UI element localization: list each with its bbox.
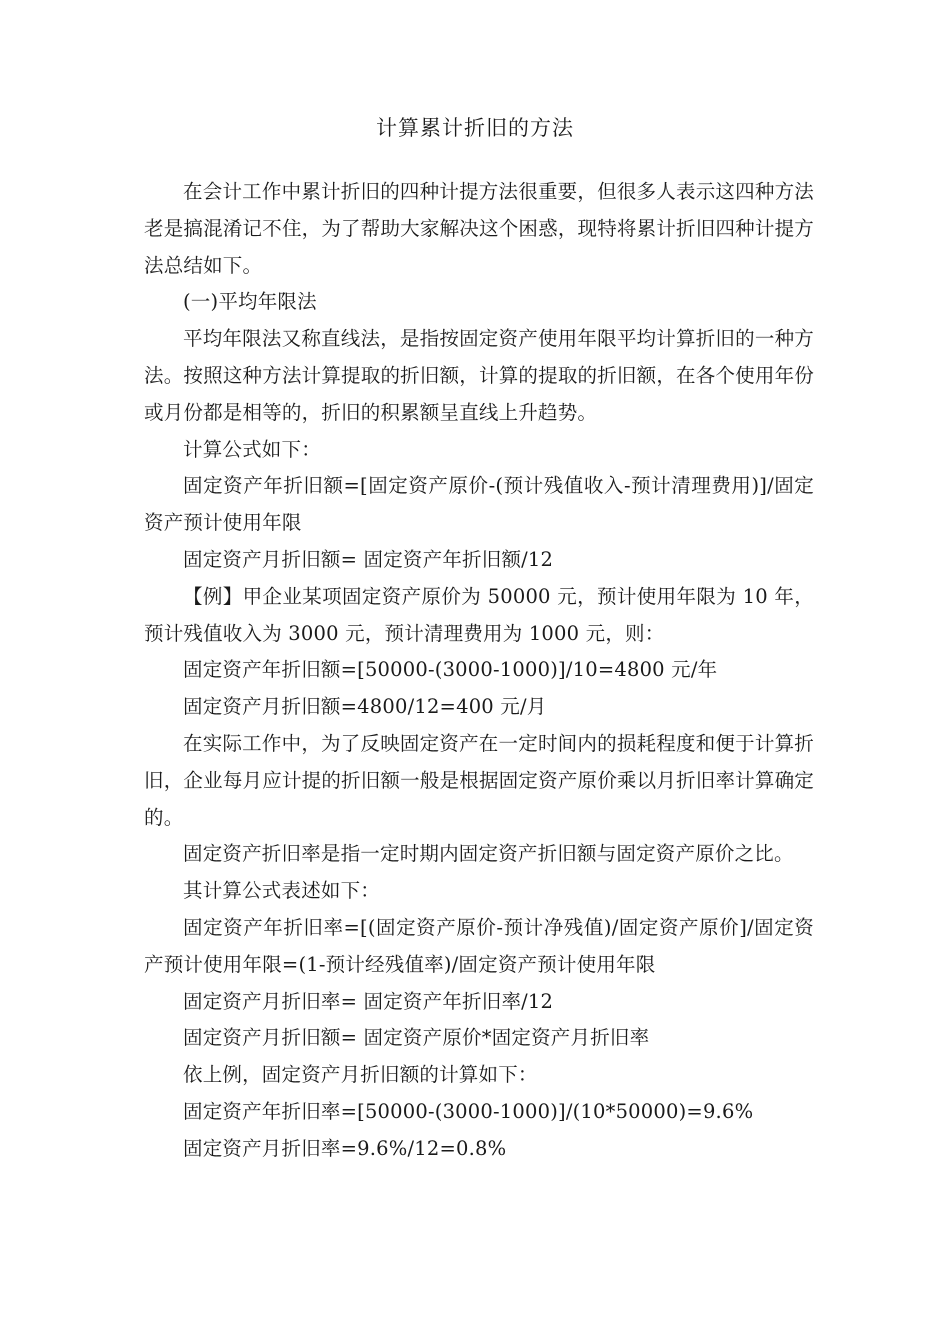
- paragraph-rate-formula-intro: 其计算公式表述如下：: [183, 879, 381, 903]
- section-heading-straight-line: (一)平均年限法: [183, 290, 317, 314]
- formula-monthly-amount: 固定资产月折旧额= 固定资产原价*固定资产月折旧率: [183, 1026, 650, 1050]
- paragraph-rate-definition: 固定资产折旧率是指一定时期内固定资产折旧额与固定资产原价之比。: [183, 842, 794, 866]
- paragraph-intro: 在会计工作中累计折旧的四种计提方法很重要，但很多人表示这四种方法老是搞混淆记不住，为了帮助大家解决这个困惑，现特将累计折旧四种计提方法总结如下。: [144, 180, 814, 277]
- paragraph-example: 【例】甲企业某项固定资产原价为 50000 元，预计使用年限为 10 年，预计残值收入为 3000 元，预计清理费用为 1000 元，则：: [144, 584, 814, 645]
- document-body: [144, 174, 814, 1168]
- paragraph-practice: 在实际工作中，为了反映固定资产在一定时间内的损耗程度和便于计算折旧，企业每月应计提的折旧额一般是根据固定资产原价乘以月折旧率计算确定的。: [144, 731, 814, 829]
- paragraph-example-followup: 依上例，固定资产月折旧额的计算如下：: [183, 1063, 538, 1087]
- formula-monthly-depreciation: 固定资产月折旧额= 固定资产年折旧额/12: [183, 547, 554, 571]
- example-monthly-calc: 固定资产月折旧额=4800/12=400 元/月: [183, 695, 547, 719]
- formula-annual-depreciation: 固定资产年折旧额=[固定资产原价-(预计残值收入-预计清理费用)]/固定资产预计使用年限: [144, 474, 814, 535]
- paragraph-formula-intro: 计算公式如下：: [183, 437, 321, 461]
- formula-monthly-rate: 固定资产月折旧率= 固定资产年折旧率/12: [183, 989, 554, 1013]
- paragraph-definition: 平均年限法又称直线法，是指按固定资产使用年限平均计算折旧的一种方法。按照这种方法计算提取的折旧额，计算的提取的折旧额，在各个使用年份或月份都是相等的，折旧的积累额呈直线上升趋势。: [144, 327, 814, 424]
- example-annual-calc: 固定资产年折旧额=[50000-(3000-1000)]/10=4800 元/年: [183, 658, 718, 682]
- formula-annual-rate: 固定资产年折旧率=[(固定资产原价-预计净残值)/固定资产原价]/固定资产预计使用年限=(1-预计经残值率)/固定资产预计使用年限: [144, 915, 814, 976]
- document-title: 计算累计折旧的方法: [376, 116, 574, 140]
- example-monthly-rate-calc: 固定资产月折旧率=9.6%/12=0.8%: [183, 1136, 507, 1160]
- example-annual-rate-calc: 固定资产年折旧率=[50000-(3000-1000)]/(10*50000)=9.6%: [183, 1099, 754, 1123]
